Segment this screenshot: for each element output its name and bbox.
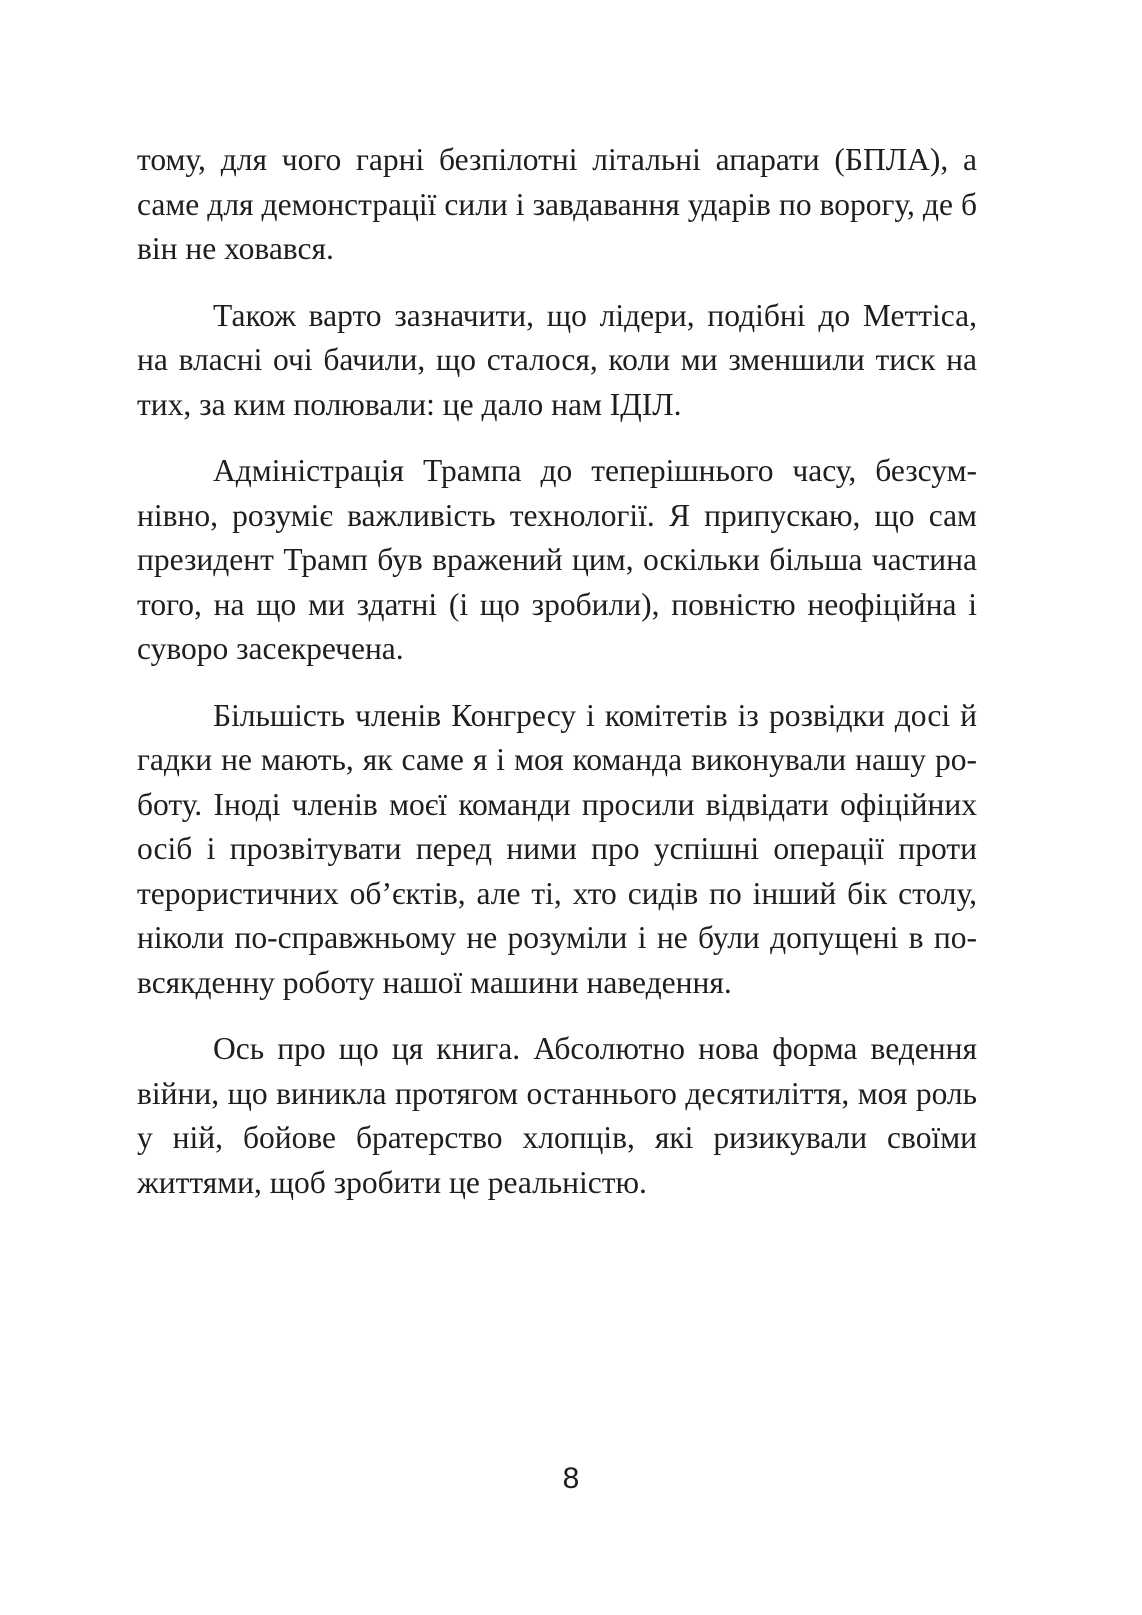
paragraph-4: Більшість членів Конгресу і комітетів із розвідки досі й гадки не мають, як саме я і моя команда виконували нашу роботу. Іноді членів моєї команди просили відвідати офіційних осіб і прозвітувати перед ними про успішні операції проти терористичних об’єктів, але ті, хто сидів по інший бік столу, ніколи по-справжньому не розуміли і не були допущені в повсякденну роботу нашої машини наведення. <box>137 697 977 1000</box>
paragraph-5: Ось про що ця книга. Абсолютно нова форма ведення війни, що виникла протягом останнього десятиліття, моя роль у ній, бойове братерство хлопців, які ризикували своїми життями, щоб зробити це реальністю. <box>137 1031 977 1200</box>
paragraph-2: Також варто зазначити, що лідери, подібні до Меттіса, на власні очі бачили, що сталося, коли ми зменшили тиск на тих, за ким полювали: це дало нам ІДІЛ. <box>137 297 977 422</box>
body-text <box>137 138 977 1227</box>
paragraph-1: тому, для чого гарні безпілотні літальні апарати (БПЛА), а саме для демонстрації сили і завдавання ударів по ворогу, де б він не ховався. <box>137 142 977 266</box>
paragraph-3: Адміністрація Трампа до теперішнього часу, безсумнівно, розуміє важливість технології. Я припускаю, що сам президент Трамп був вражений цим, оскільки більша частина того, на що ми здатні (і що зробили), повністю неофіційна і суворо засекречена. <box>137 453 977 666</box>
page-number: 8 <box>562 1462 580 1495</box>
